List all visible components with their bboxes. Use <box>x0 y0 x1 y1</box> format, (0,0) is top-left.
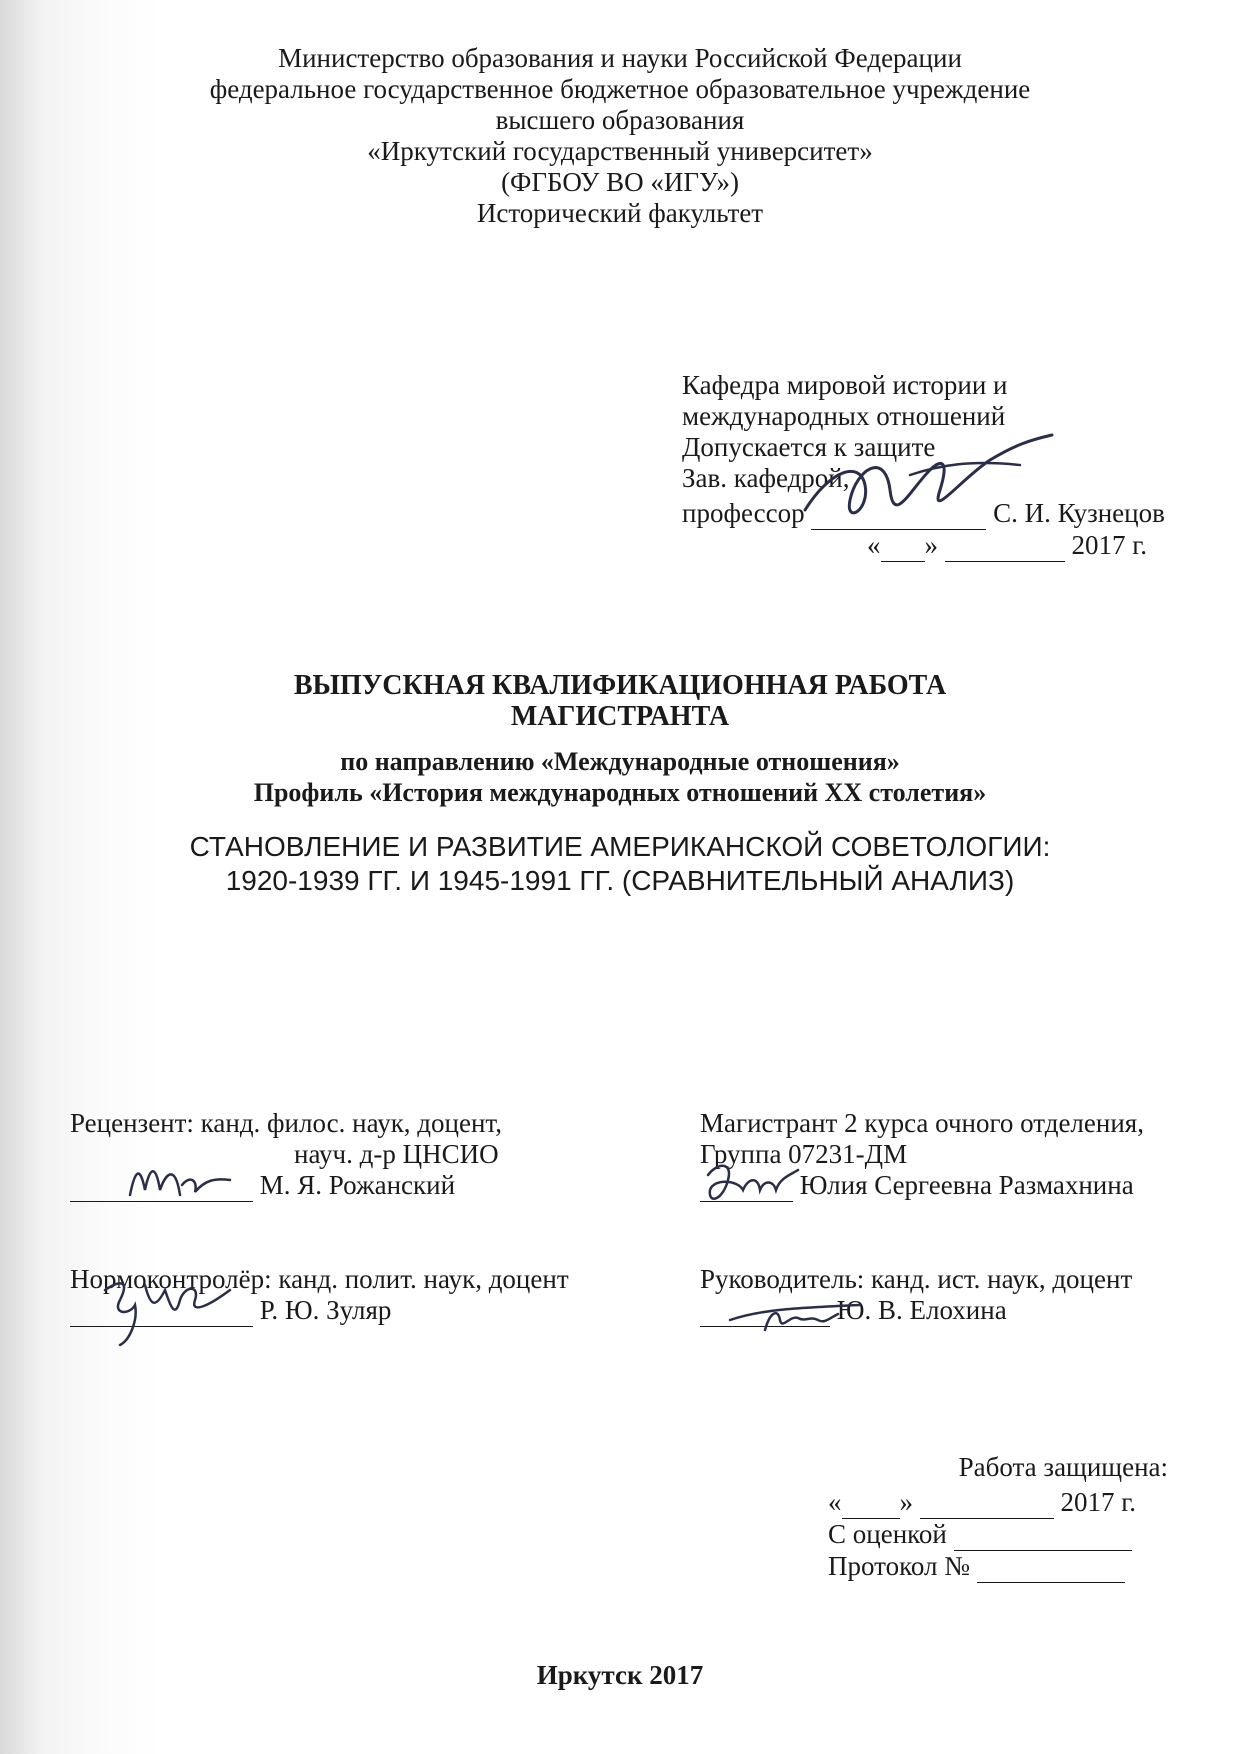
defense-day-blank <box>842 1487 900 1519</box>
admitted-line: Допускается к защите <box>682 432 936 462</box>
defense-block <box>828 1452 1168 1583</box>
reviewer-name: М. Я. Рожанский <box>259 1170 456 1200</box>
head-signature-image <box>790 430 1060 540</box>
norm-controller-signature-image <box>90 1260 240 1350</box>
grade-label: С оценкой <box>828 1519 947 1549</box>
institution-type-line: федеральное государственное бюджетное образовательное учреждение <box>209 74 1031 104</box>
student-name: Юлия Сергеевна Размахнина <box>799 1170 1134 1200</box>
student-label: Магистрант 2 курса очного отделения, <box>700 1108 1144 1138</box>
protocol-label: Протокол № <box>828 1551 970 1581</box>
student-signature-image <box>698 1150 808 1220</box>
title-line-2: МАГИСТРАНТА <box>510 701 730 732</box>
student-group: Группа 07231-ДМ <box>700 1139 908 1169</box>
reviewer-position: науч. д-р ЦНСИО <box>294 1139 499 1169</box>
department-line-2: международных отношений <box>682 401 1006 431</box>
reviewer-label: Рецензент: канд. филос. наук, доцент, <box>70 1108 502 1138</box>
professor-name: С. И. Кузнецов <box>993 498 1165 528</box>
norm-controller-label: Нормоконтролёр: канд. полит. наук, доцент <box>70 1264 569 1294</box>
grade-line <box>828 1519 1168 1551</box>
supervisor-signature-image <box>720 1290 870 1340</box>
header <box>0 43 1240 229</box>
grade-blank <box>954 1519 1132 1551</box>
head-label: Зав. кафедрой, <box>682 463 850 493</box>
faculty-line: Исторический факультет <box>476 198 764 228</box>
professor-label: профессор <box>682 498 805 528</box>
title-block <box>0 670 1240 808</box>
footer <box>0 1660 1240 1691</box>
defense-label: Работа защищена: <box>958 1452 1168 1482</box>
approval-date-line: « » 2017 г. <box>867 530 1148 560</box>
department-line-1: Кафедра мировой истории и <box>682 370 1008 400</box>
protocol-blank <box>977 1551 1125 1583</box>
title-line-1: ВЫПУСКНАЯ КВАЛИФИКАЦИОННАЯ РАБОТА <box>293 670 947 701</box>
protocol-line <box>828 1551 1168 1583</box>
topic-line-1: СТАНОВЛЕНИЕ И РАЗВИТИЕ АМЕРИКАНСКОЙ СОВЕТОЛОГИИ: <box>189 831 1051 862</box>
ministry-line: Министерство образования и науки Российской Федерации <box>278 43 962 73</box>
topic-block <box>0 830 1240 898</box>
reviewer-signature-image <box>120 1150 240 1210</box>
defense-date-line: « » 2017 г. <box>828 1487 1137 1517</box>
education-level-line: высшего образования <box>495 105 745 135</box>
approval-year: 2017 г. <box>1071 530 1148 560</box>
norm-controller-name: Р. Ю. Зуляр <box>259 1295 392 1325</box>
university-line: «Иркутский государственный университет» <box>367 136 873 166</box>
city-year: Иркутск 2017 <box>536 1660 704 1690</box>
defense-month-blank <box>920 1487 1054 1519</box>
profile-line: Профиль «История международных отношений XX столетия» <box>253 778 987 807</box>
abbreviation-line: (ФГБОУ ВО «ИГУ») <box>501 167 739 197</box>
direction-line: по направлению «Международные отношения» <box>340 747 900 776</box>
supervisor-name: Ю. В. Елохина <box>836 1295 1007 1325</box>
supervisor-label: Руководитель: канд. ист. наук, доцент <box>700 1264 1133 1294</box>
defense-year: 2017 г. <box>1060 1487 1137 1517</box>
topic-line-2: 1920-1939 ГГ. И 1945-1991 ГГ. (СРАВНИТЕЛЬНЫЙ АНАЛИЗ) <box>225 865 1015 896</box>
